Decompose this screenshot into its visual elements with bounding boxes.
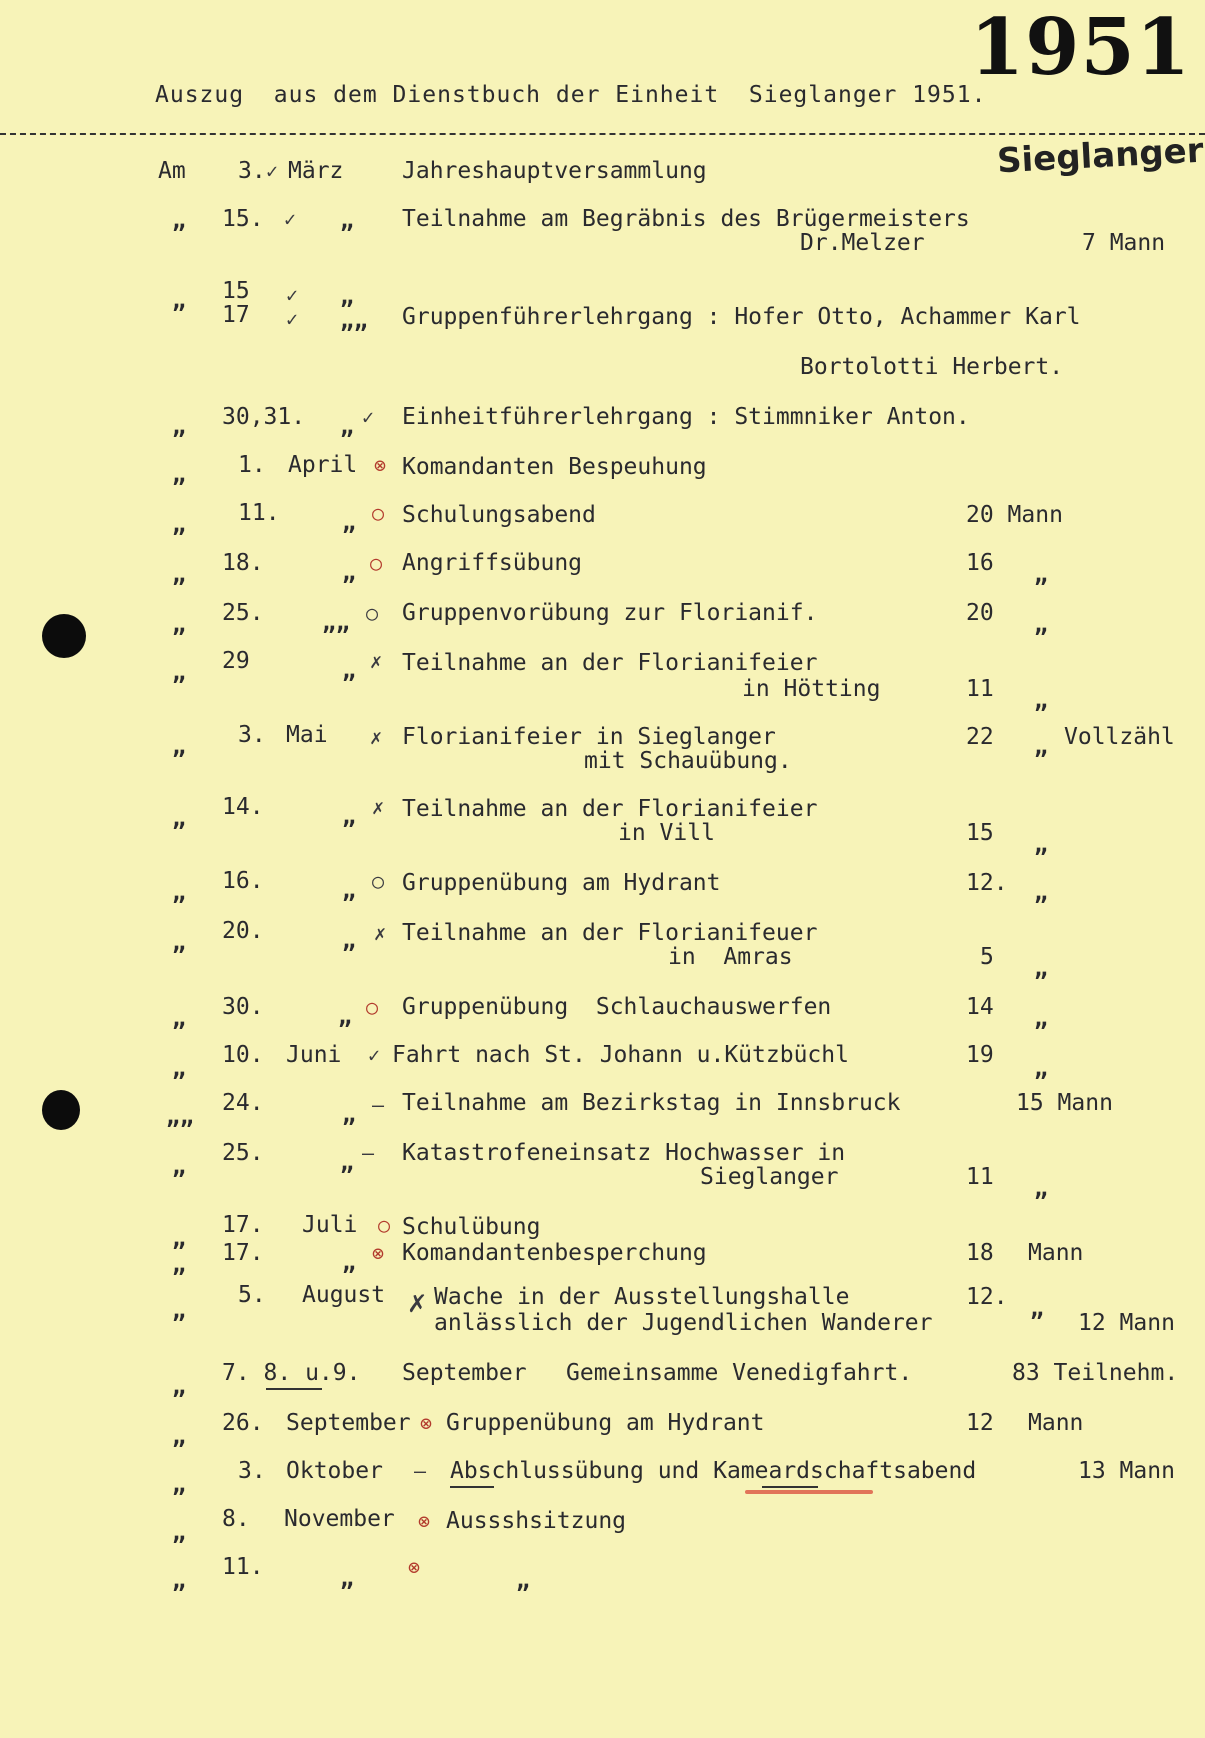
row-count: 15 Mann [1016, 1090, 1113, 1116]
ditto-mark: „ [342, 510, 356, 536]
ditto-mark: „ [172, 288, 186, 314]
row-month: Juli [302, 1212, 358, 1238]
row-day: 20. [222, 918, 264, 944]
row-text: Schulübung [402, 1214, 541, 1240]
ditto-mark: „ [342, 658, 356, 684]
ditto-mark: „ [172, 1226, 186, 1252]
row-text: Teilnahme an der Florianifeuer [402, 920, 818, 946]
ditto-mark: „ [172, 1472, 186, 1498]
row-text-continued: in Amras [668, 944, 793, 970]
ditto-mark: „ [172, 1424, 186, 1450]
row-text-continued: Bortolotti Herbert. [800, 354, 1064, 380]
ditto-mark: „ [1034, 1006, 1048, 1032]
row-month: Oktober [286, 1458, 383, 1484]
row-text: Teilnahme an der Florianifeier [402, 650, 818, 676]
circled-cross-icon: ⊗ [372, 1241, 385, 1265]
ditto-mark: „ [172, 562, 186, 588]
ditto-mark: „ [1034, 688, 1048, 714]
row-text: Wache in der Ausstellungshalle [434, 1284, 850, 1310]
row-count: 12 [966, 1410, 994, 1436]
check-icon: ✓ [286, 307, 299, 331]
circle-icon: ○ [378, 1213, 391, 1237]
row-count: 18 [966, 1240, 994, 1266]
ditto-mark: „ [340, 1150, 354, 1176]
row-day: 18. [222, 550, 264, 576]
date-underline [266, 1388, 322, 1390]
red-pencil-underline [745, 1490, 873, 1494]
row-day: 5. [238, 1282, 266, 1308]
ditto-mark: „ [172, 512, 186, 538]
ditto-mark: „ [516, 1568, 530, 1594]
circled-cross-icon: ⊗ [420, 1411, 433, 1435]
row-day: 3. [238, 1458, 266, 1484]
row-unit: Mann [1028, 1410, 1084, 1436]
row-text: Aussshsitzung [446, 1508, 627, 1534]
row-day: 25. [222, 600, 264, 626]
row-text-continued: mit Schauübung. [584, 748, 792, 774]
ditto-mark: „ [1034, 734, 1048, 760]
row-count: 16 [966, 550, 994, 576]
row-count: 19 [966, 1042, 994, 1068]
bracket-mark-icon: – [372, 1093, 385, 1117]
row-month: September [286, 1410, 411, 1436]
dash-icon: – [414, 1459, 427, 1483]
row-text: Teilnahme am Begräbnis des Brügermeisters [402, 206, 970, 232]
ditto-mark: „ [172, 1568, 186, 1594]
row-day: 8. [222, 1506, 250, 1532]
ditto-mark: „ [172, 1252, 186, 1278]
cross-icon: ✗ [374, 921, 387, 945]
ditto-mark: „ [172, 462, 186, 488]
row-day: 11. [222, 1554, 264, 1580]
ditto-mark: „ [172, 414, 186, 440]
circle-icon: ○ [370, 551, 383, 575]
row-count: 11 [966, 676, 994, 702]
cross-icon: ✗ [372, 795, 385, 819]
row-text: Teilnahme am Bezirkstag in Innsbruck [402, 1090, 901, 1116]
row-count: 14 [966, 994, 994, 1020]
text-underline [762, 1486, 818, 1488]
row-text-continued: Sieglanger [700, 1164, 839, 1190]
row-count: 15 [966, 820, 994, 846]
row-count: 20 [966, 600, 994, 626]
row-count: 83 Teilnehm. [1012, 1360, 1179, 1386]
row-count: 22 [966, 724, 994, 750]
ditto-mark: „ [1034, 612, 1048, 638]
ditto-mark: „ [172, 806, 186, 832]
row-unit: Mann [1028, 1240, 1084, 1266]
row-text: Jahreshauptversammlung [402, 158, 707, 184]
ditto-mark: „ [340, 284, 354, 310]
row-month: November [284, 1506, 395, 1532]
row-prefix: Am [158, 158, 186, 184]
row-day: 15 [222, 278, 250, 304]
row-day: 29 [222, 648, 250, 674]
row-day: 15. [222, 206, 264, 232]
row-day: 30. [222, 994, 264, 1020]
row-text-continued: in Hötting [742, 676, 881, 702]
ditto-mark: „ [1034, 1056, 1048, 1082]
row-day: 17. [222, 1240, 264, 1266]
row-text: Gemeinsamme Venedigfahrt. [566, 1360, 913, 1386]
row-month: Juni [286, 1042, 342, 1068]
document-heading: Auszug aus dem Dienstbuch der Einheit Sieglanger 1951. [155, 82, 987, 108]
dash-icon: – [362, 1141, 375, 1165]
row-text: Katastrofeneinsatz Hochwasser in [402, 1140, 846, 1166]
cross-icon: ✗ [370, 725, 383, 749]
sieglanger-stamp: Sieglanger [996, 130, 1205, 182]
ditto-mark: „ [172, 612, 186, 638]
ditto-mark: „ [342, 560, 356, 586]
circled-cross-icon: ⊗ [418, 1509, 431, 1533]
row-text: Fahrt nach St. Johann u.Kützbüchl [392, 1042, 849, 1068]
ditto-mark: „ [1034, 1176, 1048, 1202]
row-count: 12. [966, 1284, 1008, 1310]
row-text: Gruppenübung Schlauchauswerfen [402, 994, 832, 1020]
cross-icon: ✗ [408, 1285, 427, 1320]
row-text: Teilnahme an der Florianifeier [402, 796, 818, 822]
row-text: Gruppenvorübung zur Florianif. [402, 600, 818, 626]
row-count-secondary: 12 Mann [1078, 1310, 1175, 1336]
ditto-mark: „ [340, 414, 354, 440]
header-divider [0, 133, 1205, 135]
check-icon: ✓ [284, 207, 297, 231]
row-text: Komandanten Bespeuhung [402, 454, 707, 480]
row-day: 24. [222, 1090, 264, 1116]
row-text: Angriffsübung [402, 550, 583, 576]
row-text: Gruppenübung am Hydrant [446, 1410, 765, 1436]
ditto-mark: „ [342, 1102, 356, 1128]
row-day: 30,31. [222, 404, 306, 430]
row-text: Abschlussübung und Kameardschaftsabend [450, 1458, 977, 1484]
ditto-mark: „ [1034, 880, 1048, 906]
row-day: 11. [238, 500, 280, 526]
row-text-continued: Dr.Melzer [800, 230, 925, 256]
ditto-mark: „ [1034, 832, 1048, 858]
ditto-mark: „ [172, 930, 186, 956]
row-day: 3. [238, 158, 266, 184]
ink-blot [42, 614, 86, 658]
ditto-mark: „„ [340, 308, 368, 334]
circled-cross-icon: ⊗ [408, 1555, 421, 1579]
ditto-mark: „ [172, 1298, 186, 1324]
circle-icon: ○ [372, 869, 385, 893]
ditto-mark: „ [172, 208, 186, 234]
year-stamp: 1951 [969, 2, 1191, 93]
ditto-mark: „ [338, 1004, 352, 1030]
row-count: 11 [966, 1164, 994, 1190]
row-day: 17. [222, 1212, 264, 1238]
row-day-end: 17 [222, 302, 250, 328]
check-icon: ✓ [368, 1043, 381, 1067]
row-day: 25. [222, 1140, 264, 1166]
ditto-mark: „ [172, 1056, 186, 1082]
row-month: Mai [286, 722, 328, 748]
check-icon: ✓ [266, 159, 279, 183]
circle-icon: ○ [372, 501, 385, 525]
ditto-mark: „ [172, 660, 186, 686]
row-text: Einheitführerlehrgang : Stimmniker Anton. [402, 404, 970, 430]
ditto-mark: „ [172, 1520, 186, 1546]
ditto-mark: „ [1034, 956, 1048, 982]
row-text: Gruppenübung am Hydrant [402, 870, 721, 896]
row-text: Florianifeier in Sieglanger [402, 724, 776, 750]
ditto-mark: „ [172, 1154, 186, 1180]
ditto-mark: „„ [322, 610, 350, 636]
row-day: 7. 8. u.9. [222, 1360, 361, 1386]
ink-blot [42, 1090, 80, 1130]
row-day: 3. [238, 722, 266, 748]
row-text: Schulungsabend [402, 502, 596, 528]
row-text: Gruppenführerlehrgang : Hofer Otto, Achammer Karl [402, 304, 1081, 330]
cross-icon: ✗ [370, 649, 383, 673]
ditto-mark: „„ [166, 1104, 194, 1130]
row-month: März [288, 158, 344, 184]
ditto-mark: „ [340, 1566, 354, 1592]
ditto-mark: „ [342, 804, 356, 830]
row-count: 20 Mann [966, 502, 1063, 528]
row-count: 7 Mann [1082, 230, 1166, 256]
row-day: 14. [222, 794, 264, 820]
ditto-mark: „ [1030, 1296, 1044, 1322]
circle-icon: ○ [366, 995, 379, 1019]
check-icon: ✓ [286, 283, 299, 307]
ditto-mark: „ [172, 1374, 186, 1400]
row-month: April [288, 452, 358, 478]
row-note: Vollzähl [1064, 724, 1175, 750]
row-text-continued: anlässlich der Jugendlichen Wanderer [434, 1310, 933, 1336]
text-underline [450, 1486, 494, 1488]
row-text: Komandantenbesperchung [402, 1240, 707, 1266]
ditto-mark: „ [1034, 562, 1048, 588]
ditto-mark: „ [172, 734, 186, 760]
circled-cross-icon: ⊗ [374, 453, 387, 477]
ditto-mark: „ [172, 880, 186, 906]
row-day: 26. [222, 1410, 264, 1436]
row-day: 16. [222, 868, 264, 894]
ditto-mark: „ [342, 878, 356, 904]
row-month: September [402, 1360, 527, 1386]
circle-icon: ○ [366, 601, 379, 625]
check-icon: ✓ [362, 405, 375, 429]
row-count: 12. [966, 870, 1008, 896]
row-count: 5 [980, 944, 994, 970]
row-month: August [302, 1282, 386, 1308]
row-text-continued: in Vill [618, 820, 715, 846]
row-count: 13 Mann [1078, 1458, 1175, 1484]
row-day: 1. [238, 452, 266, 478]
ditto-mark: „ [340, 208, 354, 234]
ditto-mark: „ [172, 1006, 186, 1032]
ditto-mark: „ [342, 928, 356, 954]
row-day: 10. [222, 1042, 264, 1068]
ditto-mark: „ [342, 1250, 356, 1276]
